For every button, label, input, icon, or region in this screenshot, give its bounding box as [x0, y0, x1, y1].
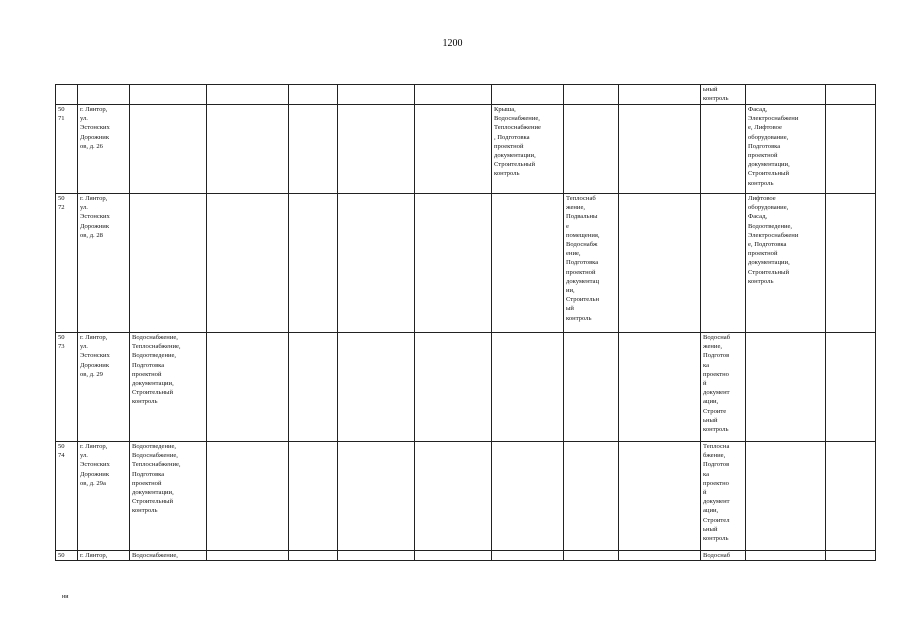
- works-cell: [492, 85, 564, 105]
- works-cell: [701, 105, 746, 194]
- works-cell: ьный контроль: [701, 85, 746, 105]
- works-cell: [619, 105, 701, 194]
- works-cell: [746, 442, 826, 551]
- works-cell: [826, 551, 876, 561]
- works-cell: Лифтовое оборудование, Фасад, Водоотведение, Электроснабжени e, Подготовка проектной документации, Строительный контроль: [746, 194, 826, 333]
- works-cell: [207, 442, 289, 551]
- works-cell: [289, 333, 338, 442]
- works-cell: [415, 551, 492, 561]
- works-cell: [619, 194, 701, 333]
- table-row: [56, 333, 876, 442]
- works-cell: [207, 85, 289, 105]
- row-number-cell: 50 73: [56, 333, 78, 442]
- works-cell: [619, 551, 701, 561]
- works-cell: [492, 333, 564, 442]
- table-row: [56, 85, 876, 105]
- address-cell: г. Лянтор, ул. Эстонских Дорожник ов, д. 28: [78, 194, 130, 333]
- row-number-cell: [56, 85, 78, 105]
- works-cell: [415, 85, 492, 105]
- works-cell: Крыша, Водоснабжение, Теплоснабжение , Подготовка проектной документации, Строительный контроль: [492, 105, 564, 194]
- works-cell: [492, 442, 564, 551]
- works-cell: [492, 551, 564, 561]
- works-cell: [207, 333, 289, 442]
- works-cell: Водоснабжение,: [130, 551, 207, 561]
- row-number-cell: 50 74: [56, 442, 78, 551]
- works-cell: [746, 551, 826, 561]
- works-cell: [130, 85, 207, 105]
- works-cell: [564, 85, 619, 105]
- works-cell: [338, 442, 415, 551]
- works-cell: [338, 333, 415, 442]
- works-cell: [619, 442, 701, 551]
- address-cell: г. Лянтор, ул. Эстонских Дорожник ов, д. 29: [78, 333, 130, 442]
- works-cell: [564, 442, 619, 551]
- works-cell: [289, 85, 338, 105]
- address-cell: г. Лянтор,: [78, 551, 130, 561]
- row-number-cell: 50 72: [56, 194, 78, 333]
- table-row: [56, 442, 876, 551]
- works-cell: [338, 85, 415, 105]
- works-cell: [415, 194, 492, 333]
- works-cell: [492, 194, 564, 333]
- page-number: 1200: [442, 38, 463, 49]
- works-cell: [207, 194, 289, 333]
- table-row: [56, 194, 876, 333]
- works-cell: [564, 333, 619, 442]
- works-cell: Водоотведение, Водоснабжение, Теплоснабжение, Подготовка проектной документации, Строительный контроль: [130, 442, 207, 551]
- row-number-cell: 50: [56, 551, 78, 561]
- works-cell: [415, 105, 492, 194]
- works-cell: [289, 194, 338, 333]
- works-cell: [564, 551, 619, 561]
- works-cell: Водоснаб жение, Подготов ка проектно й документ ации, Строите ьный контроль: [701, 333, 746, 442]
- works-cell: [826, 194, 876, 333]
- works-cell: Фасад, Электроснабжени e, Лифтовое оборудование, Подготовка проектной документации, Строительный контроль: [746, 105, 826, 194]
- works-cell: [338, 194, 415, 333]
- works-cell: [746, 85, 826, 105]
- footer-note: ни: [62, 594, 69, 600]
- works-cell: [289, 551, 338, 561]
- works-cell: [207, 105, 289, 194]
- works-cell: [289, 105, 338, 194]
- works-cell: [826, 85, 876, 105]
- works-cell: Водоснабжение, Теплоснабжение, Водоотведение, Подготовка проектной документации, Строительный контроль: [130, 333, 207, 442]
- works-cell: [826, 442, 876, 551]
- address-cell: [78, 85, 130, 105]
- works-cell: [338, 551, 415, 561]
- works-cell: [415, 442, 492, 551]
- row-number-cell: 50 71: [56, 105, 78, 194]
- works-cell: Теплоснаб жение, Подвальны е помещения, Водоснабж ение, Подготовка проектной документац ии, Строительн ый контроль: [564, 194, 619, 333]
- works-cell: [826, 105, 876, 194]
- works-cell: [701, 194, 746, 333]
- works-cell: [746, 333, 826, 442]
- table-row: [56, 551, 876, 561]
- works-cell: Водоснаб: [701, 551, 746, 561]
- works-cell: [619, 333, 701, 442]
- repair-schedule-table: [55, 84, 876, 561]
- works-cell: [564, 105, 619, 194]
- works-cell: [415, 333, 492, 442]
- works-cell: [130, 105, 207, 194]
- works-cell: [130, 194, 207, 333]
- works-cell: [338, 105, 415, 194]
- works-cell: Теплосна бжение, Подготов ка проектно й документ ации, Строител ьный контроль: [701, 442, 746, 551]
- address-cell: г. Лянтор, ул. Эстонских Дорожник ов, д. 29а: [78, 442, 130, 551]
- works-cell: [207, 551, 289, 561]
- table-body: [56, 85, 876, 561]
- works-cell: [619, 85, 701, 105]
- works-cell: [826, 333, 876, 442]
- works-cell: [289, 442, 338, 551]
- address-cell: г. Лянтор, ул. Эстонских Дорожник ов, д. 26: [78, 105, 130, 194]
- table-row: [56, 105, 876, 194]
